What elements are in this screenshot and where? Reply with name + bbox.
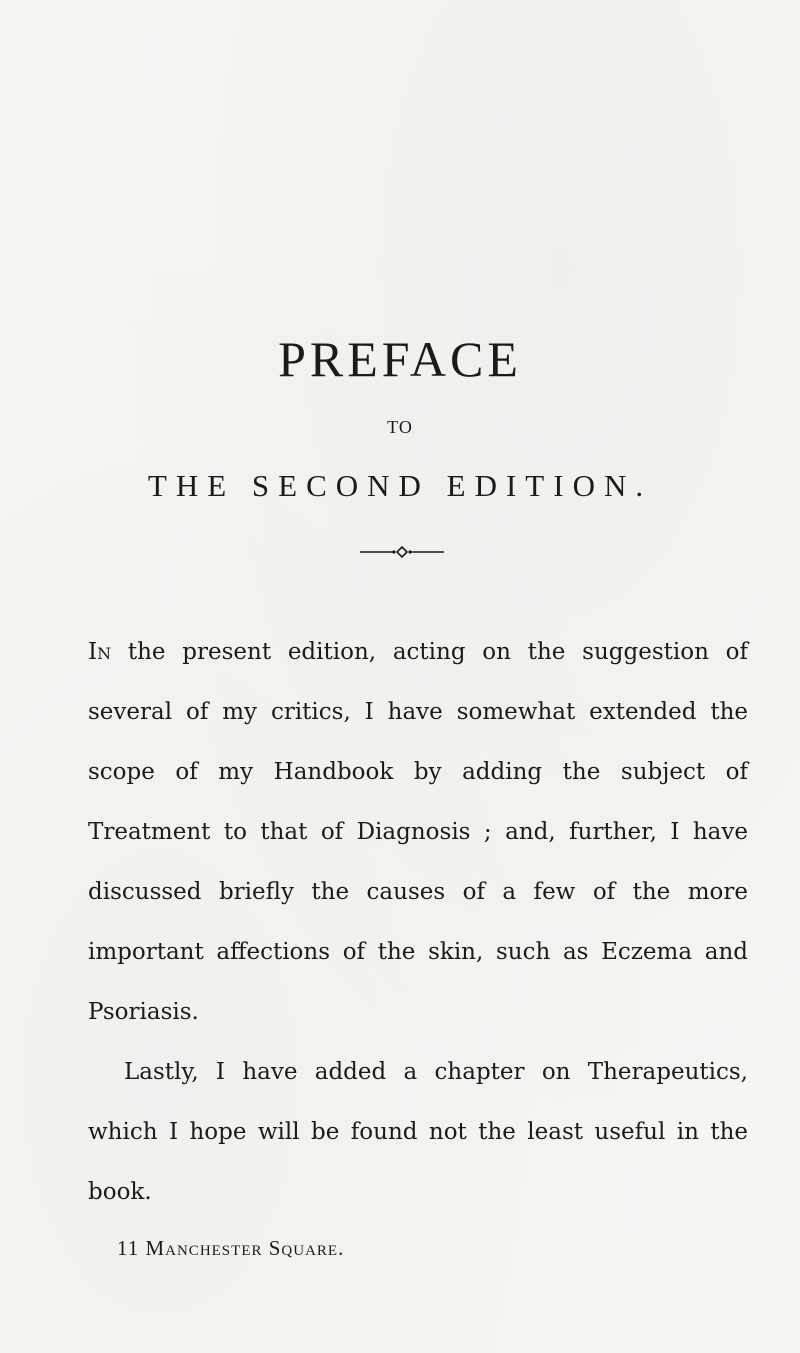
preface-body: [88, 622, 748, 1222]
ornament-rule-icon: [360, 546, 444, 558]
signature-address: 11 Manchester Square.: [117, 1236, 345, 1260]
paragraph-lead-word: In: [88, 639, 112, 665]
paragraph-1-text: the present edition, acting on the suggestion of several of my critics, I have somewhat extended the scope of my Handbook by adding the subject of Treatment to that of Diagnosis ; and, further, I have discussed briefly the causes of a few of the more important affections of the skin, such as Eczema and Psoriasis.: [88, 639, 748, 1025]
page-subtitle: THE SECOND EDITION.: [147, 468, 653, 503]
page-title: PREFACE: [278, 331, 522, 387]
title-connector: TO: [387, 417, 413, 437]
preface-paragraph-1: [88, 622, 748, 1042]
preface-paragraph-2: Lastly, I have added a chapter on Therapeutics, which I hope will be found not the least useful in the book.: [88, 1059, 748, 1205]
